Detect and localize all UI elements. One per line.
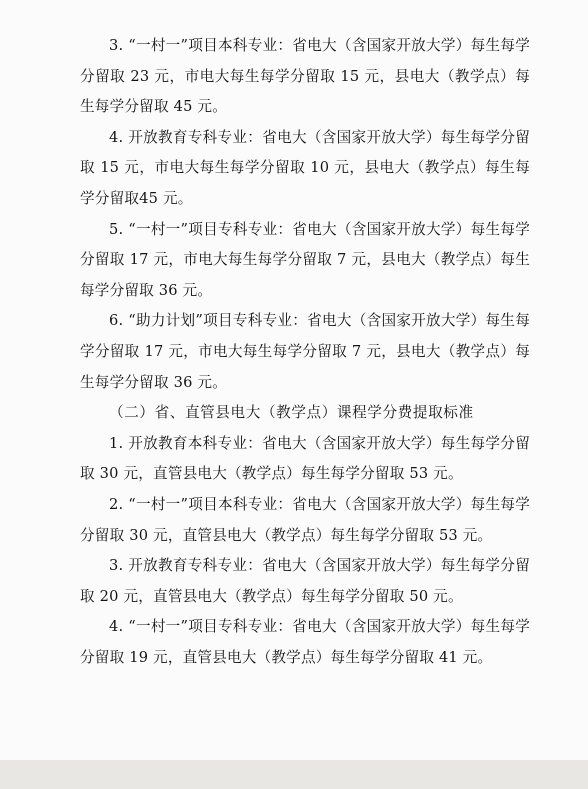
paragraph: 1. 开放教育本科专业：省电大（含国家开放大学）每生每学分留取 30 元，直管县电大（教学点）每生每学分留取 53 元。: [80, 434, 530, 483]
paragraph: 5. “一村一”项目专科专业：省电大（含国家开放大学）每生每学分留取 17 元，市电大每生每学分留取 7 元，县电大（教学点）每生每学分留取 36 元。: [80, 220, 530, 299]
paragraph: 2. “一村一”项目本科专业：省电大（含国家开放大学）每生每学分留取 30 元，直管县电大（教学点）每生每学分留取 53 元。: [80, 495, 530, 544]
document-body: [80, 31, 530, 673]
scan-bottom-margin: [0, 760, 588, 789]
section-heading: （二）省、直管县电大（教学点）课程学分费提取标准: [109, 404, 474, 422]
paragraph: 3. 开放教育专科专业：省电大（含国家开放大学）每生每学分留取 20 元，直管县电大（教学点）每生每学分留取 50 元。: [80, 557, 530, 605]
paragraph: 6. “助力计划”项目专科专业：省电大（含国家开放大学）每生每学分留取 17 元，市电大每生每学分留取 7 元，县电大（教学点）每生每学分留取 36 元。: [80, 312, 530, 391]
paragraph: 4. “一村一”项目专科专业：省电大（含国家开放大学）每生每学分留取 19 元，直管县电大（教学点）每生每学分留取 41 元。: [80, 618, 530, 666]
paragraph: 4. 开放教育专科专业：省电大（含国家开放大学）每生每学分留取 15 元，市电大每生每学分留取 10 元，县电大（教学点）每生每学分留取45 元。: [80, 128, 530, 207]
paragraph: 3. “一村一”项目本科专业：省电大（含国家开放大学）每生每学分留取 23 元，市电大每生每学分留取 15 元，县电大（教学点）每生每学分留取 45 元。: [80, 37, 530, 116]
